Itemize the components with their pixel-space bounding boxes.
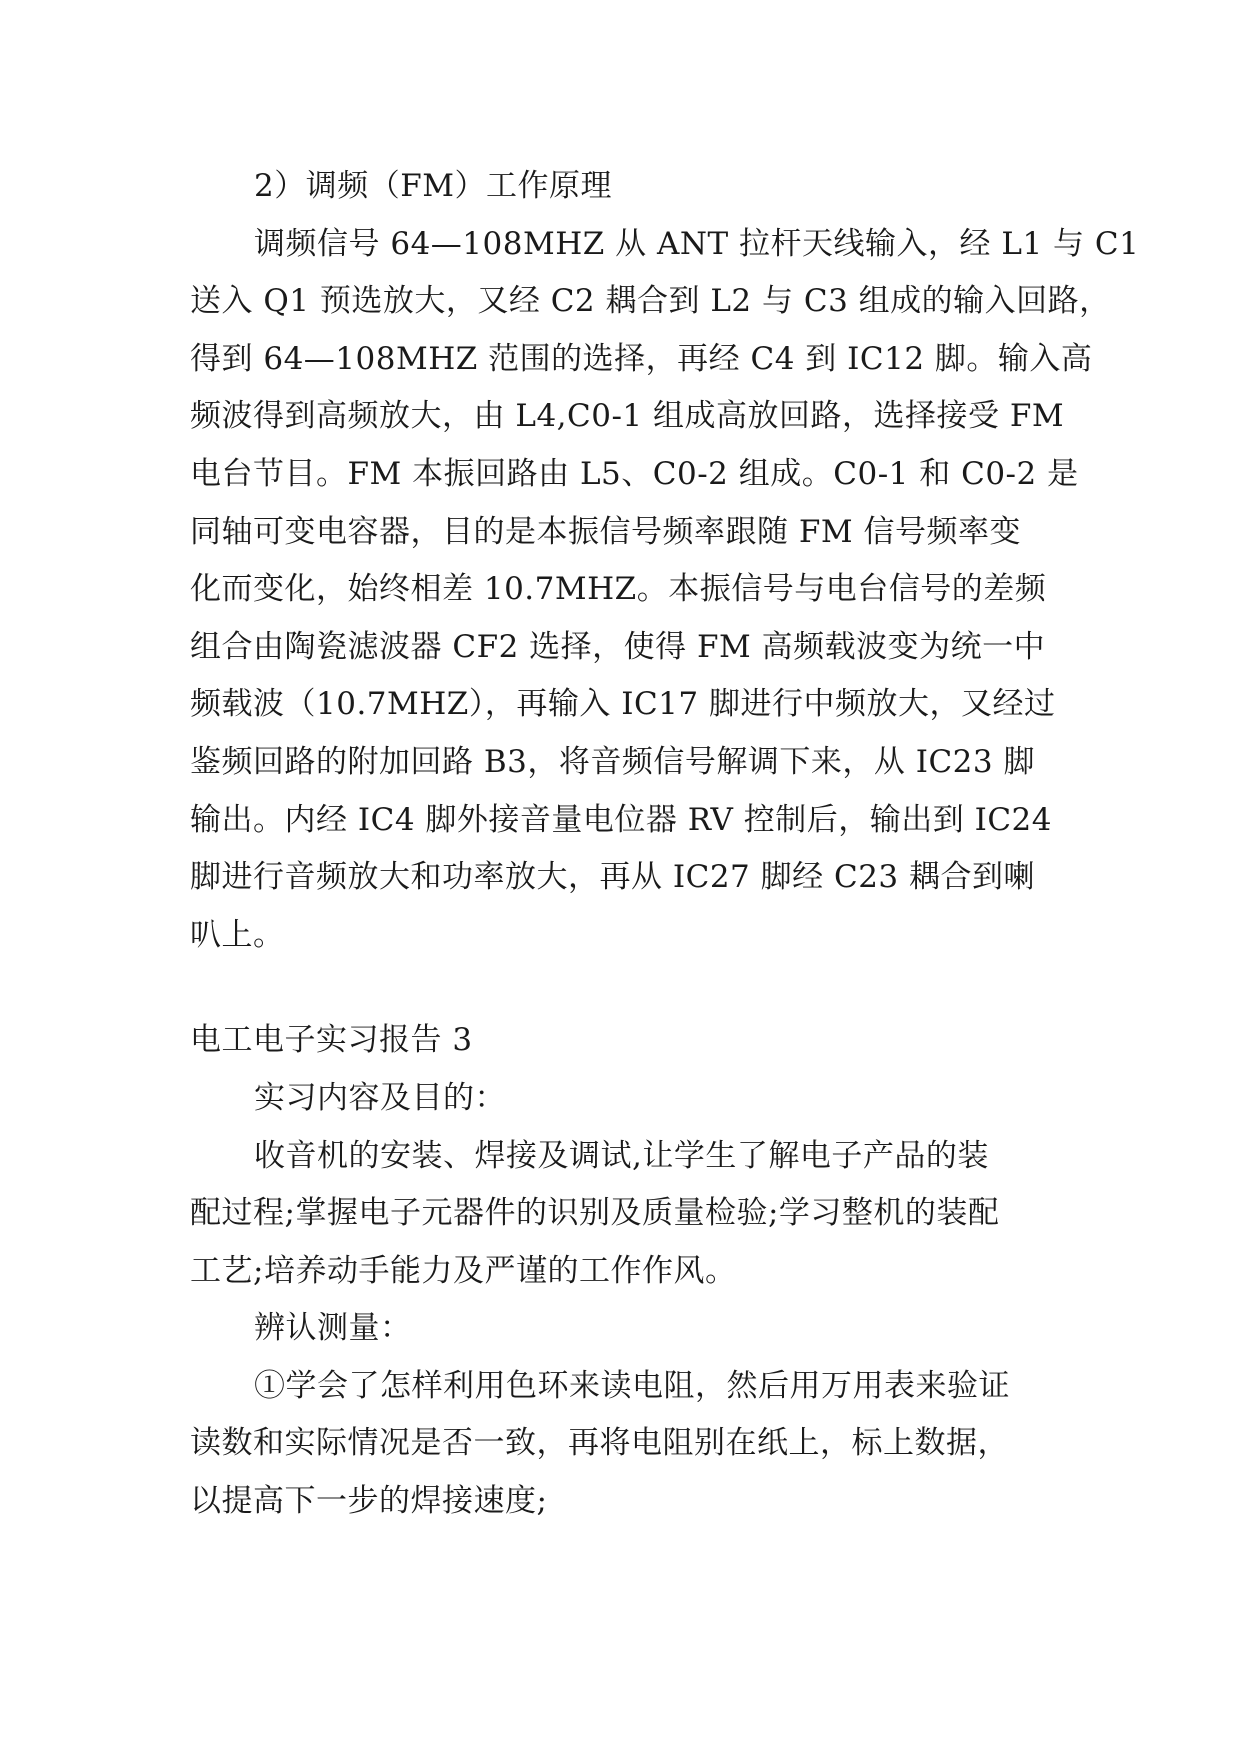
paragraph-line: 脚进行音频放大和功率放大，再从 IC27 脚经 C23 耦合到喇 — [190, 859, 1035, 896]
fm-paragraph — [190, 216, 1140, 965]
paragraph-line: 以提高下一步的焊接速度; — [190, 1483, 548, 1520]
paragraph-line: 叭上。 — [190, 916, 285, 953]
paragraph-line: 配过程;掌握电子元器件的识别及质量检验;学习整机的装配 — [190, 1195, 1000, 1232]
page-content — [190, 158, 1140, 1531]
paragraph-line: 输出。内经 IC4 脚外接音量电位器 RV 控制后，输出到 IC24 — [190, 801, 1052, 838]
paragraph-line: 工艺;培养动手能力及严谨的工作作风。 — [190, 1252, 737, 1289]
paragraph-line: 收音机的安装、焊接及调试,让学生了解电子产品的装 — [254, 1137, 989, 1174]
subheading-measurement: 辨认测量： — [254, 1310, 412, 1347]
paragraph-line: 得到 64—108MHZ 范围的选择，再经 C4 到 IC12 脚。输入高 — [190, 340, 1093, 377]
subheading-content-purpose: 实习内容及目的： — [254, 1079, 506, 1116]
paragraph-line: 频载波（10.7MHZ），再输入 IC17 脚进行中频放大，又经过 — [190, 686, 1056, 723]
paragraph-line: 同轴可变电容器，目的是本振信号频率跟随 FM 信号频率变 — [190, 513, 1021, 550]
paragraph-line: 送入 Q1 预选放大，又经 C2 耦合到 L2 与 C3 组成的输入回路， — [190, 283, 1111, 320]
paragraph-line: 组合由陶瓷滤波器 CF2 选择，使得 FM 高频载波变为统一中 — [190, 628, 1046, 665]
section-spacer — [190, 964, 1090, 1012]
paragraph-line: 化而变化，始终相差 10.7MHZ。本振信号与电台信号的差频 — [190, 571, 1047, 608]
purpose-paragraph — [190, 1128, 1090, 1301]
paragraph-line: 鉴频回路的附加回路 B3，将音频信号解调下来，从 IC23 脚 — [190, 743, 1035, 780]
paragraph-line: 频波得到高频放大，由 L4,C0-1 组成高放回路，选择接受 FM — [190, 398, 1065, 435]
measurement-paragraph — [190, 1358, 1090, 1531]
report-title: 电工电子实习报告 3 — [190, 1022, 473, 1059]
paragraph-line: ①学会了怎样利用色环来读电阻，然后用万用表来验证 — [254, 1367, 1010, 1404]
paragraph-line: 读数和实际情况是否一致，再将电阻别在纸上，标上数据， — [190, 1425, 1009, 1462]
paragraph-line: 电台节目。FM 本振回路由 L5、C0-2 组成。C0-1 和 C0-2 是 — [190, 455, 1079, 492]
paragraph-line: 调频信号 64—108MHZ 从 ANT 拉杆天线输入，经 L1 与 C1 — [254, 225, 1140, 262]
section-heading-fm: 2）调频（FM）工作原理 — [254, 168, 612, 204]
